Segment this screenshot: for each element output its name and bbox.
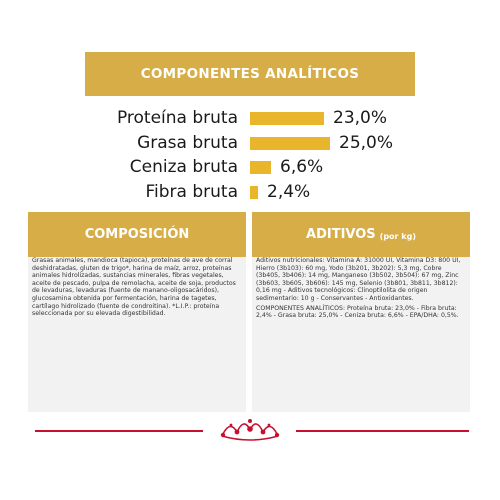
analytics-label: Proteína bruta (116, 108, 238, 128)
analytics-value: 2,4% (267, 182, 311, 202)
analytics-bar (250, 137, 330, 150)
analytics-label: Fibra bruta (145, 182, 238, 202)
analytics-value: 25,0% (339, 133, 394, 153)
composition-text: Grasas animales, mandioca (tapioca), proteínas de ave de corral deshidratadas, gluten de trigo*, harina de maíz, arroz, proteínas animales hidrolizadas, sustancias minerales, fibras vegetales, aceite de pescado, pulpa de remolacha, aceite de soja, productos de levaduras, levaduras (fuente de manano-oligosacáridos), glucosamina obtenida por fermentación, harina de tagetes, cartílago hidrolizado (fuente de condroitina). *L.I.P.: proteína seleccionada por su elevada digestibilidad. (32, 257, 236, 318)
analytics-value: 6,6% (280, 157, 324, 177)
footer-divider-right (296, 430, 469, 432)
composition-panel (28, 257, 246, 412)
analytics-title: COMPONENTES ANALÍTICOS (140, 66, 360, 82)
footer-divider-left (35, 430, 203, 432)
analytics-value: 23,0% (333, 108, 388, 128)
analytics-bar (250, 112, 324, 125)
analytics-label: Grasa bruta (137, 133, 238, 153)
additives-title: ADITIVOS (306, 227, 376, 242)
additives-analytics-text: COMPONENTES ANALÍTICOS: Proteína bruta: 23,0% - Fibra bruta: 2,4% - Grasa bruta: 25,0% - Ceniza bruta: 6,6% - EPA/DHA: 0,5%. (256, 304, 459, 320)
composition-title: COMPOSICIÓN (84, 227, 190, 242)
analytics-row-protein (0, 104, 500, 132)
additives-text: Aditivos nutricionales: Vitamina A: 31000 UI, Vitamina D3: 800 UI, Hierro (3b103): 60 mg, Yodo (3b201, 3b202): 5,3 mg, Cobre (3b405, 3b406): 14 mg, Manganeso (3b502, 3b504): 67 mg, Zinc (3b603, 3b605, 3b606): 145 mg, Selenio (3b801, 3b811, 3b812): 0,16 mg - Aditivos tecnológicos: Clinoptilolita de origen sedimentario: 10 g - Conservantes - Antioxidantes. (256, 257, 461, 302)
composition-header (28, 212, 246, 257)
analytics-row-ash (0, 153, 500, 181)
analytics-label: Ceniza bruta (129, 157, 238, 177)
royal-canin-crown-logo-icon (210, 414, 290, 446)
additives-subtitle: (por kg) (379, 231, 416, 241)
additives-panel (252, 257, 470, 412)
analytics-row-fiber (0, 178, 500, 206)
analytics-bar (250, 186, 258, 199)
analytics-bar (250, 161, 271, 174)
analytics-banner (85, 52, 415, 96)
additives-header (252, 212, 470, 257)
